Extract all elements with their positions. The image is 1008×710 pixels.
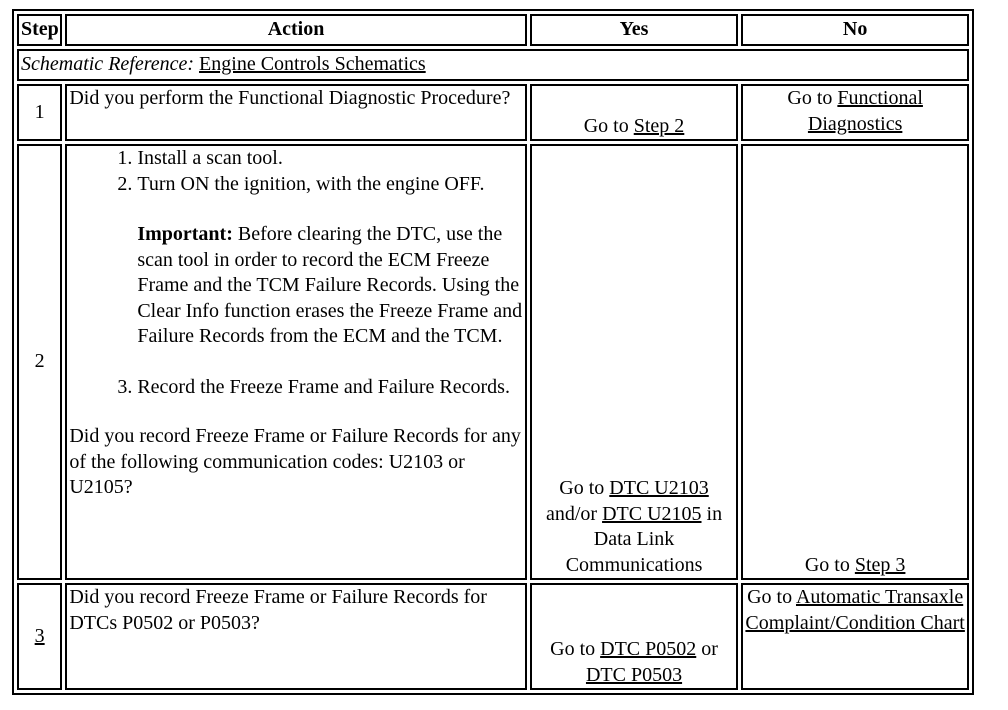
no-prefix: Go to <box>804 553 855 576</box>
step-number-link[interactable]: 3 <box>17 583 62 690</box>
list-item <box>137 172 522 350</box>
no-prefix: Go to <box>787 87 838 109</box>
header-row <box>17 14 969 46</box>
engine-controls-schematics-link[interactable]: Engine Controls Schematics <box>199 53 426 76</box>
dtc-p0502-link[interactable]: DTC P0502 <box>600 638 697 660</box>
step-number: 1 <box>17 84 62 141</box>
diagnostic-table <box>12 9 974 695</box>
step-3-link[interactable]: Step 3 <box>854 553 906 576</box>
yes-cell <box>530 84 739 141</box>
yes-prefix: Go to <box>583 114 634 137</box>
automatic-transaxle-chart-link[interactable]: Automatic Transaxle Complaint/Condition Chart <box>745 586 965 634</box>
yes-mid: or <box>696 638 718 660</box>
list-item: 1. Install a scan tool. <box>137 146 522 172</box>
schematic-reference-label: Schematic Reference: <box>21 53 195 76</box>
table-row-step-2 <box>17 144 969 580</box>
schematic-reference <box>17 49 969 81</box>
dtc-u2103-link[interactable]: DTC U2103 <box>609 477 709 499</box>
header-no: No <box>741 14 969 46</box>
no-cell <box>741 144 969 580</box>
dtc-u2105-link[interactable]: DTC U2105 <box>602 502 702 525</box>
action-question: Did you record Freeze Frame or Failure Records for any of the following communication codes: U2103 or U2105? <box>69 425 521 498</box>
yes-cell <box>530 144 739 580</box>
yes-cell <box>530 583 739 690</box>
list-item: 3. Record the Freeze Frame and Failure Records. <box>137 375 522 401</box>
no-cell <box>741 583 969 690</box>
no-cell <box>741 84 969 141</box>
important-note <box>137 222 522 350</box>
header-action: Action <box>65 14 526 46</box>
schematic-reference-row <box>17 49 969 81</box>
yes-suffix: in Data Link Communications <box>565 502 723 576</box>
important-label: Important: <box>137 223 233 245</box>
table-row-step-3 <box>17 583 969 690</box>
list-item-text: Turn ON the ignition, with the engine OFF. <box>137 172 485 195</box>
step-number: 2 <box>17 144 62 580</box>
header-step: Step <box>17 14 62 46</box>
action-text: Did you record Freeze Frame or Failure Records for DTCs P0502 or P0503? <box>65 583 526 690</box>
no-prefix: Go to <box>747 586 796 608</box>
yes-prefix: Go to <box>550 638 601 660</box>
dtc-p0503-link[interactable]: DTC P0503 <box>585 663 683 686</box>
action-text: Did you perform the Functional Diagnostic Procedure? <box>65 84 526 141</box>
header-yes: Yes <box>530 14 739 46</box>
yes-mid: and/or <box>545 502 603 525</box>
yes-prefix: Go to <box>559 477 610 499</box>
action-steps-list <box>69 146 522 400</box>
step-2-link[interactable]: Step 2 <box>633 114 685 137</box>
action-cell <box>65 144 526 580</box>
functional-diagnostics-link[interactable]: Functional Diagnostics <box>807 87 923 135</box>
table-row-step-1 <box>17 84 969 141</box>
important-text: Before clearing the DTC, use the scan tool in order to record the ECM Freeze Frame and the TCM Failure Records. Using the Clear Info function erases the Freeze Frame and Failure Records from the ECM and the TCM. <box>137 223 523 347</box>
